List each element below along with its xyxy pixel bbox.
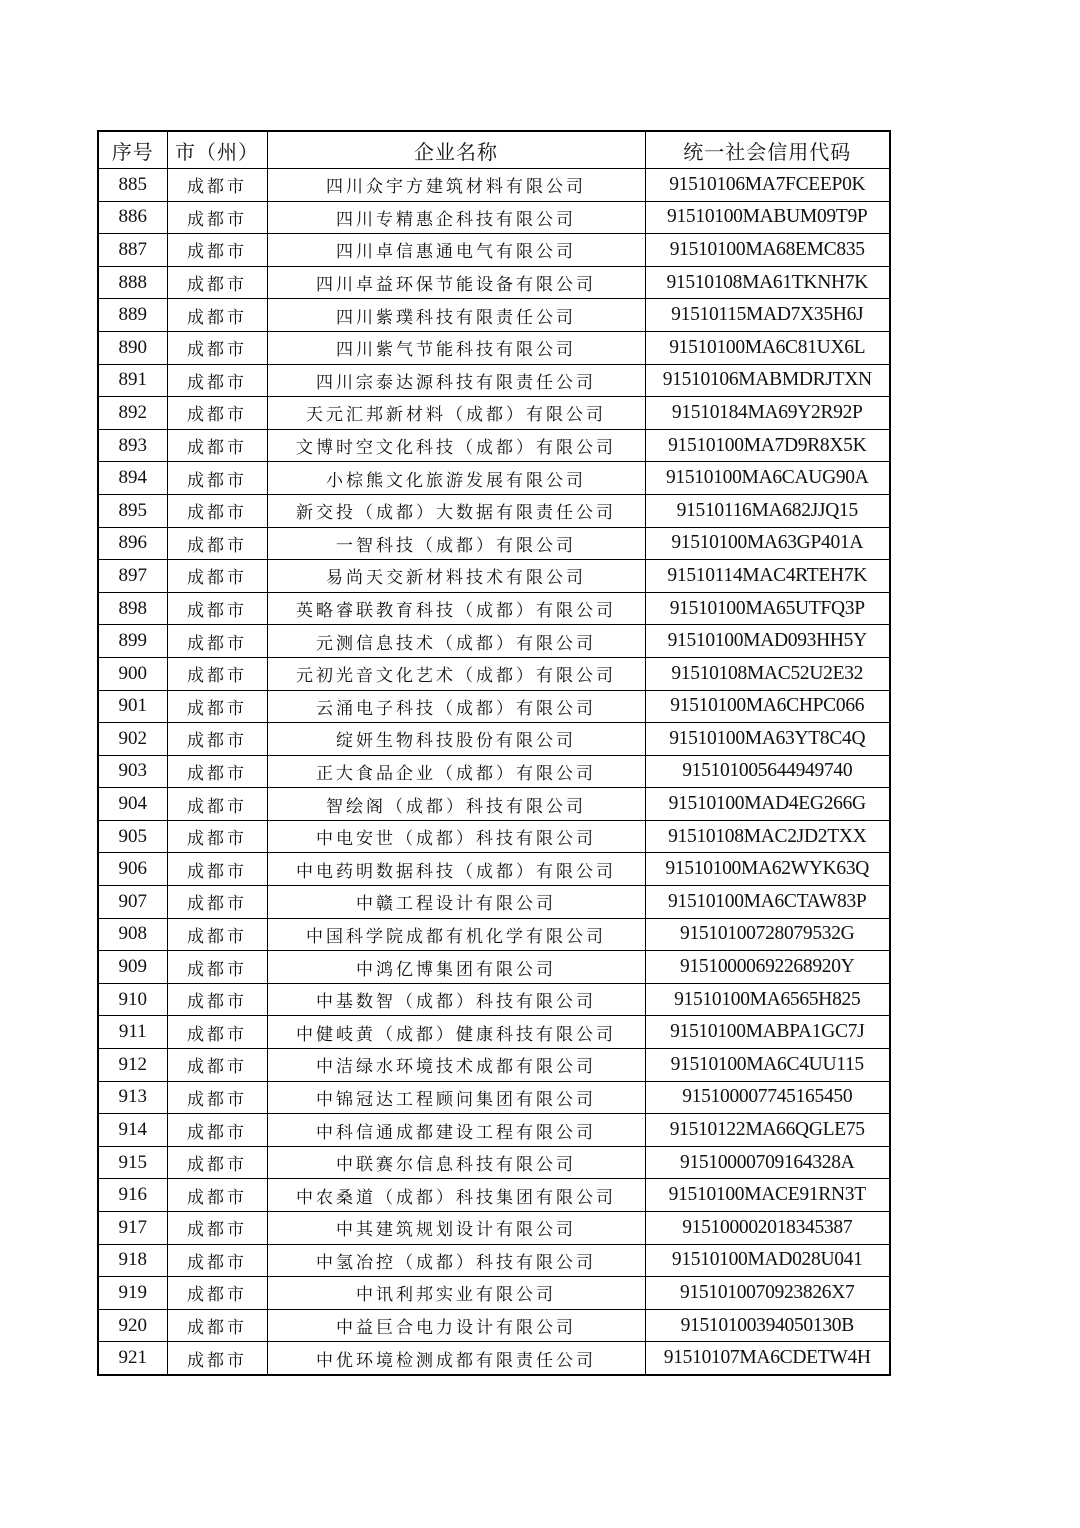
cell-city: 成都市 bbox=[167, 1277, 267, 1310]
cell-city: 成都市 bbox=[167, 331, 267, 364]
cell-city: 成都市 bbox=[167, 462, 267, 495]
cell-company: 中国科学院成都有机化学有限公司 bbox=[267, 918, 645, 951]
table-row bbox=[98, 592, 890, 625]
cell-credit-code: 91510100MA6CTAW83P bbox=[645, 886, 890, 919]
cell-city: 成都市 bbox=[167, 690, 267, 723]
cell-city: 成都市 bbox=[167, 657, 267, 690]
table-row bbox=[98, 331, 890, 364]
cell-city: 成都市 bbox=[167, 1309, 267, 1342]
cell-seq: 896 bbox=[98, 527, 167, 560]
cell-city: 成都市 bbox=[167, 592, 267, 625]
cell-city: 成都市 bbox=[167, 169, 267, 202]
cell-seq: 891 bbox=[98, 364, 167, 397]
cell-credit-code: 91510100394050130B bbox=[645, 1309, 890, 1342]
table-row bbox=[98, 853, 890, 886]
cell-seq: 914 bbox=[98, 1114, 167, 1147]
table-row bbox=[98, 983, 890, 1016]
header-company: 企业名称 bbox=[267, 131, 645, 169]
cell-credit-code: 91510100MA62WYK63Q bbox=[645, 853, 890, 886]
cell-city: 成都市 bbox=[167, 527, 267, 560]
cell-company: 四川紫璞科技有限责任公司 bbox=[267, 299, 645, 332]
cell-company: 四川卓益环保节能设备有限公司 bbox=[267, 266, 645, 299]
table-row bbox=[98, 1212, 890, 1245]
cell-city: 成都市 bbox=[167, 364, 267, 397]
cell-seq: 919 bbox=[98, 1277, 167, 1310]
cell-credit-code: 91510100MA68EMC835 bbox=[645, 234, 890, 267]
table-row bbox=[98, 1081, 890, 1114]
cell-credit-code: 91510114MAC4RTEH7K bbox=[645, 560, 890, 593]
cell-seq: 894 bbox=[98, 462, 167, 495]
cell-city: 成都市 bbox=[167, 494, 267, 527]
cell-credit-code: 91510108MAC2JD2TXX bbox=[645, 820, 890, 853]
cell-company: 文博时空文化科技（成都）有限公司 bbox=[267, 429, 645, 462]
table-row bbox=[98, 788, 890, 821]
cell-seq: 918 bbox=[98, 1244, 167, 1277]
cell-city: 成都市 bbox=[167, 723, 267, 756]
cell-credit-code: 91510106MA7FCEEP0K bbox=[645, 169, 890, 202]
table-row bbox=[98, 201, 890, 234]
cell-credit-code: 915100007745165450 bbox=[645, 1081, 890, 1114]
cell-city: 成都市 bbox=[167, 1081, 267, 1114]
cell-company: 天元汇邦新材料（成都）有限公司 bbox=[267, 397, 645, 430]
cell-company: 中健岐黄（成都）健康科技有限公司 bbox=[267, 1016, 645, 1049]
table-row bbox=[98, 1309, 890, 1342]
table-row bbox=[98, 1016, 890, 1049]
cell-credit-code: 91510100MABPA1GC7J bbox=[645, 1016, 890, 1049]
cell-credit-code: 91510100MAD4EG266G bbox=[645, 788, 890, 821]
enterprise-list-table bbox=[97, 130, 891, 1376]
cell-city: 成都市 bbox=[167, 886, 267, 919]
cell-seq: 904 bbox=[98, 788, 167, 821]
table-row bbox=[98, 397, 890, 430]
cell-city: 成都市 bbox=[167, 234, 267, 267]
cell-seq: 907 bbox=[98, 886, 167, 919]
table-row bbox=[98, 299, 890, 332]
cell-seq: 888 bbox=[98, 266, 167, 299]
cell-city: 成都市 bbox=[167, 1244, 267, 1277]
table-row bbox=[98, 755, 890, 788]
cell-credit-code: 91510100MA6CHPC066 bbox=[645, 690, 890, 723]
cell-seq: 912 bbox=[98, 1049, 167, 1082]
cell-seq: 903 bbox=[98, 755, 167, 788]
cell-city: 成都市 bbox=[167, 918, 267, 951]
cell-city: 成都市 bbox=[167, 820, 267, 853]
table-row bbox=[98, 1179, 890, 1212]
cell-city: 成都市 bbox=[167, 983, 267, 1016]
cell-credit-code: 91510100MA6565H825 bbox=[645, 983, 890, 1016]
cell-seq: 920 bbox=[98, 1309, 167, 1342]
cell-seq: 910 bbox=[98, 983, 167, 1016]
cell-seq: 915 bbox=[98, 1146, 167, 1179]
cell-city: 成都市 bbox=[167, 1049, 267, 1082]
cell-seq: 897 bbox=[98, 560, 167, 593]
table-row bbox=[98, 657, 890, 690]
cell-credit-code: 915101005644949740 bbox=[645, 755, 890, 788]
cell-credit-code: 91510100728079532G bbox=[645, 918, 890, 951]
cell-seq: 900 bbox=[98, 657, 167, 690]
cell-city: 成都市 bbox=[167, 853, 267, 886]
cell-seq: 901 bbox=[98, 690, 167, 723]
cell-credit-code: 91510122MA66QGLE75 bbox=[645, 1114, 890, 1147]
cell-company: 中电安世（成都）科技有限公司 bbox=[267, 820, 645, 853]
cell-company: 中农桑道（成都）科技集团有限公司 bbox=[267, 1179, 645, 1212]
header-city: 市（州） bbox=[167, 131, 267, 169]
cell-city: 成都市 bbox=[167, 1016, 267, 1049]
cell-seq: 909 bbox=[98, 951, 167, 984]
cell-city: 成都市 bbox=[167, 788, 267, 821]
cell-seq: 913 bbox=[98, 1081, 167, 1114]
cell-seq: 889 bbox=[98, 299, 167, 332]
cell-city: 成都市 bbox=[167, 625, 267, 658]
cell-seq: 906 bbox=[98, 853, 167, 886]
table-row bbox=[98, 1146, 890, 1179]
cell-credit-code: 91510100MAD093HH5Y bbox=[645, 625, 890, 658]
cell-company: 中益巨合电力设计有限公司 bbox=[267, 1309, 645, 1342]
table-row bbox=[98, 1114, 890, 1147]
cell-company: 四川专精惠企科技有限公司 bbox=[267, 201, 645, 234]
cell-credit-code: 91510184MA69Y2R92P bbox=[645, 397, 890, 430]
cell-company: 元初光音文化艺术（成都）有限公司 bbox=[267, 657, 645, 690]
cell-credit-code: 91510100MACE91RN3T bbox=[645, 1179, 890, 1212]
cell-city: 成都市 bbox=[167, 429, 267, 462]
cell-company: 正大食品企业（成都）有限公司 bbox=[267, 755, 645, 788]
table-body bbox=[98, 169, 890, 1375]
cell-company: 四川卓信惠通电气有限公司 bbox=[267, 234, 645, 267]
table-row bbox=[98, 723, 890, 756]
cell-company: 中氢冶控（成都）科技有限公司 bbox=[267, 1244, 645, 1277]
cell-city: 成都市 bbox=[167, 299, 267, 332]
table-row bbox=[98, 1277, 890, 1310]
cell-credit-code: 91510106MABMDRJTXN bbox=[645, 364, 890, 397]
table-row bbox=[98, 1049, 890, 1082]
cell-city: 成都市 bbox=[167, 201, 267, 234]
cell-company: 中其建筑规划设计有限公司 bbox=[267, 1212, 645, 1245]
table-row bbox=[98, 690, 890, 723]
cell-seq: 908 bbox=[98, 918, 167, 951]
cell-company: 中联赛尔信息科技有限公司 bbox=[267, 1146, 645, 1179]
cell-company: 中优环境检测成都有限责任公司 bbox=[267, 1342, 645, 1375]
cell-seq: 885 bbox=[98, 169, 167, 202]
cell-city: 成都市 bbox=[167, 951, 267, 984]
cell-company: 四川紫气节能科技有限公司 bbox=[267, 331, 645, 364]
cell-city: 成都市 bbox=[167, 266, 267, 299]
cell-credit-code: 91510108MA61TKNH7K bbox=[645, 266, 890, 299]
cell-seq: 893 bbox=[98, 429, 167, 462]
cell-company: 中锦冠达工程顾问集团有限公司 bbox=[267, 1081, 645, 1114]
cell-company: 新交投（成都）大数据有限责任公司 bbox=[267, 494, 645, 527]
cell-company: 绽妍生物科技股份有限公司 bbox=[267, 723, 645, 756]
table-row bbox=[98, 1244, 890, 1277]
table-header-row bbox=[98, 131, 890, 169]
cell-city: 成都市 bbox=[167, 1179, 267, 1212]
cell-credit-code: 91510100MA65UTFQ3P bbox=[645, 592, 890, 625]
cell-credit-code: 91510115MAD7X35H6J bbox=[645, 299, 890, 332]
cell-company: 中讯利邦实业有限公司 bbox=[267, 1277, 645, 1310]
cell-credit-code: 91510000692268920Y bbox=[645, 951, 890, 984]
table-row bbox=[98, 234, 890, 267]
cell-company: 元测信息技术（成都）有限公司 bbox=[267, 625, 645, 658]
header-seq: 序号 bbox=[98, 131, 167, 169]
cell-company: 智绘阁（成都）科技有限公司 bbox=[267, 788, 645, 821]
table-row bbox=[98, 918, 890, 951]
cell-credit-code: 91510108MAC52U2E32 bbox=[645, 657, 890, 690]
cell-company: 小棕熊文化旅游发展有限公司 bbox=[267, 462, 645, 495]
table-row bbox=[98, 527, 890, 560]
cell-credit-code: 91510100MA63YT8C4Q bbox=[645, 723, 890, 756]
header-credit-code: 统一社会信用代码 bbox=[645, 131, 890, 169]
cell-company: 中鸿亿博集团有限公司 bbox=[267, 951, 645, 984]
cell-city: 成都市 bbox=[167, 1342, 267, 1375]
cell-seq: 895 bbox=[98, 494, 167, 527]
cell-seq: 902 bbox=[98, 723, 167, 756]
cell-company: 中洁绿水环境技术成都有限公司 bbox=[267, 1049, 645, 1082]
cell-credit-code: 91510100MA63GP401A bbox=[645, 527, 890, 560]
cell-company: 中基数智（成都）科技有限公司 bbox=[267, 983, 645, 1016]
cell-credit-code: 91510100MA6C4UU115 bbox=[645, 1049, 890, 1082]
cell-seq: 890 bbox=[98, 331, 167, 364]
cell-seq: 917 bbox=[98, 1212, 167, 1245]
table-row bbox=[98, 951, 890, 984]
table-row bbox=[98, 560, 890, 593]
cell-company: 一智科技（成都）有限公司 bbox=[267, 527, 645, 560]
cell-seq: 892 bbox=[98, 397, 167, 430]
cell-company: 四川宗泰达源科技有限责任公司 bbox=[267, 364, 645, 397]
table-row bbox=[98, 1342, 890, 1375]
cell-city: 成都市 bbox=[167, 755, 267, 788]
cell-credit-code: 91510100MABUM09T9P bbox=[645, 201, 890, 234]
cell-company: 云涌电子科技（成都）有限公司 bbox=[267, 690, 645, 723]
cell-seq: 886 bbox=[98, 201, 167, 234]
cell-credit-code: 91510107MA6CDETW4H bbox=[645, 1342, 890, 1375]
cell-city: 成都市 bbox=[167, 1114, 267, 1147]
table-row bbox=[98, 462, 890, 495]
cell-credit-code: 915100002018345387 bbox=[645, 1212, 890, 1245]
cell-seq: 898 bbox=[98, 592, 167, 625]
cell-credit-code: 91510100MA6CAUG90A bbox=[645, 462, 890, 495]
table-row bbox=[98, 820, 890, 853]
table-row bbox=[98, 266, 890, 299]
cell-city: 成都市 bbox=[167, 397, 267, 430]
cell-credit-code: 91510116MA682JJQ15 bbox=[645, 494, 890, 527]
cell-city: 成都市 bbox=[167, 560, 267, 593]
cell-company: 英略睿联教育科技（成都）有限公司 bbox=[267, 592, 645, 625]
cell-city: 成都市 bbox=[167, 1212, 267, 1245]
table-row bbox=[98, 429, 890, 462]
cell-company: 中科信通成都建设工程有限公司 bbox=[267, 1114, 645, 1147]
cell-company: 四川众宇方建筑材料有限公司 bbox=[267, 169, 645, 202]
table-row bbox=[98, 625, 890, 658]
cell-credit-code: 91510100MAD028U041 bbox=[645, 1244, 890, 1277]
cell-seq: 899 bbox=[98, 625, 167, 658]
cell-seq: 905 bbox=[98, 820, 167, 853]
cell-company: 中赣工程设计有限公司 bbox=[267, 886, 645, 919]
cell-seq: 911 bbox=[98, 1016, 167, 1049]
cell-credit-code: 91510100MA6C81UX6L bbox=[645, 331, 890, 364]
table-row bbox=[98, 494, 890, 527]
cell-company: 中电药明数据科技（成都）有限公司 bbox=[267, 853, 645, 886]
cell-seq: 921 bbox=[98, 1342, 167, 1375]
cell-seq: 887 bbox=[98, 234, 167, 267]
table-row bbox=[98, 169, 890, 202]
table-row bbox=[98, 886, 890, 919]
cell-credit-code: 9151010070923826X7 bbox=[645, 1277, 890, 1310]
cell-seq: 916 bbox=[98, 1179, 167, 1212]
cell-city: 成都市 bbox=[167, 1146, 267, 1179]
cell-credit-code: 91510000709164328A bbox=[645, 1146, 890, 1179]
cell-company: 易尚天交新材料技术有限公司 bbox=[267, 560, 645, 593]
table-row bbox=[98, 364, 890, 397]
cell-credit-code: 91510100MA7D9R8X5K bbox=[645, 429, 890, 462]
